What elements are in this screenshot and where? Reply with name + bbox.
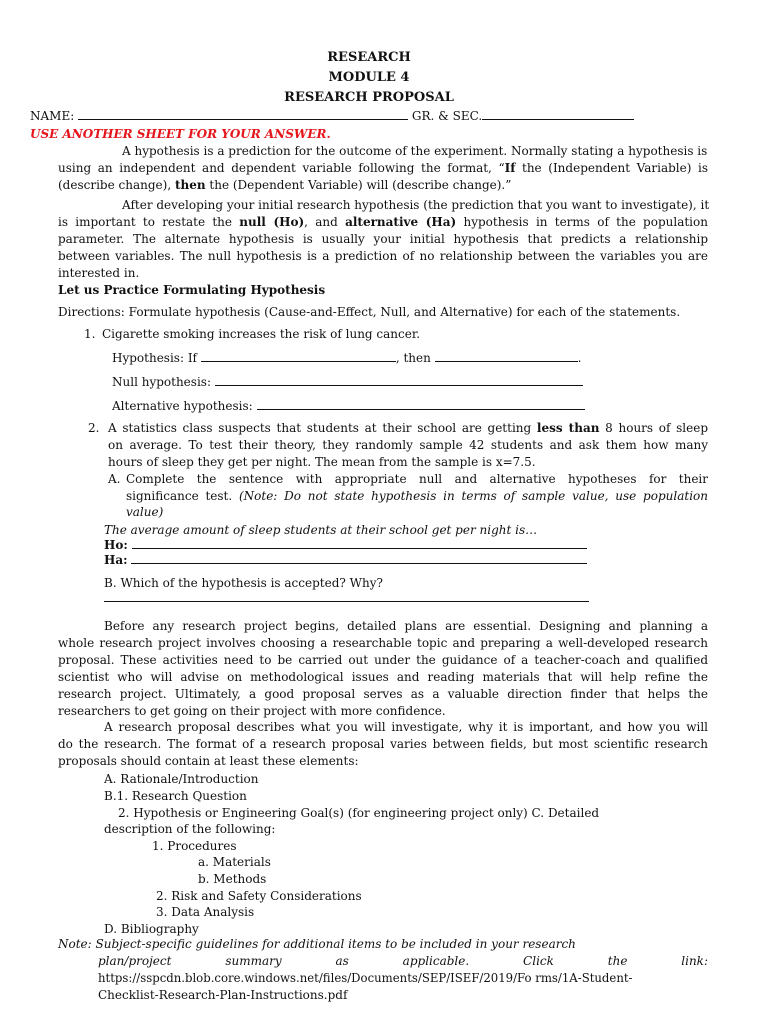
proposal-p1-line5: research project. Ultimately, a good proposal serves as a valuable direction finder that helps the bbox=[58, 687, 708, 701]
sentence-stem: The average amount of sleep students at their school get per night is… bbox=[104, 523, 538, 537]
note-link-line1[interactable]: https://sspcdn.blob.core.windows.net/files/Documents/SEP/ISEF/2019/Fo rms/1A-Student- bbox=[98, 971, 633, 985]
note-link-line2[interactable]: Checklist-Research-Plan-Instructions.pdf bbox=[98, 988, 348, 1002]
intro-p1-line2: using an independent and dependent variable following the format, “If the (Independent Variable) is bbox=[58, 161, 708, 175]
element-c1b: b. Methods bbox=[198, 872, 267, 886]
item1-hypothesis-row: Hypothesis: If , then . bbox=[112, 351, 582, 365]
element-d: D. Bibliography bbox=[104, 922, 199, 936]
intro-p2-line4: between variables. The null hypothesis is a prediction of no relationship between the variables you are bbox=[58, 249, 708, 263]
instruction-text: USE ANOTHER SHEET FOR YOUR ANSWER. bbox=[30, 127, 331, 141]
item2-number: 2. bbox=[88, 421, 100, 435]
proposal-p1-line1: Before any research project begins, detailed plans are essential. Designing and planning a bbox=[104, 619, 708, 633]
item2-line3: hours of sleep they get per night. The mean from the sample is x=7.5. bbox=[108, 455, 536, 469]
ho-blank[interactable] bbox=[132, 537, 587, 549]
ha-row: Ha: bbox=[104, 552, 587, 568]
item1-null-row: Null hypothesis: bbox=[112, 374, 583, 390]
item2-line1: A statistics class suspects that students at their school are getting less than 8 hours of sleep bbox=[108, 421, 709, 435]
element-c1: 1. Procedures bbox=[152, 839, 237, 853]
intro-p2-line2: is important to restate the null (Ho), and alternative (Ha) hypothesis in terms of the population bbox=[58, 215, 708, 229]
item1-number: 1. bbox=[84, 327, 96, 341]
proposal-p1-line3: proposal. These activities need to be carried out under the guidance of a teacher-coach and qualified bbox=[58, 653, 708, 667]
part-a-label: A. bbox=[108, 472, 121, 486]
part-b-answer-blank[interactable] bbox=[104, 590, 589, 602]
null-hypothesis-blank[interactable] bbox=[215, 374, 583, 386]
item1-alt-row: Alternative hypothesis: bbox=[112, 398, 585, 414]
name-row bbox=[30, 108, 634, 124]
element-b2-continued: description of the following: bbox=[104, 822, 276, 836]
proposal-p1-line4: scientist who will advise on methodological issues and reading materials that will help refine the bbox=[58, 670, 708, 684]
hypothesis-if-blank[interactable] bbox=[201, 350, 396, 362]
note-line2: plan/project summary as applicable. Click the link: bbox=[98, 954, 708, 968]
hypothesis-then-blank[interactable] bbox=[435, 350, 578, 362]
proposal-p2-line1: A research proposal describes what you will investigate, why it is important, and how you will bbox=[104, 720, 708, 734]
intro-p1-line3: (describe change), then the (Dependent Variable) will (describe change).” bbox=[58, 178, 512, 192]
directions-text: Directions: Formulate hypothesis (Cause-and-Effect, Null, and Alternative) for each of the statements. bbox=[58, 305, 681, 319]
item1-text: Cigarette smoking increases the risk of lung cancer. bbox=[102, 327, 421, 341]
ha-blank[interactable] bbox=[131, 552, 587, 564]
element-a: A. Rationale/Introduction bbox=[104, 772, 259, 786]
title-research: RESEARCH bbox=[327, 50, 411, 65]
note-line1: Note: Subject-specific guidelines for additional items to be included in your research bbox=[58, 937, 576, 951]
proposal-p2-line2: do the research. The format of a research proposal varies between fields, but most scientific research bbox=[58, 737, 708, 751]
intro-p2-line1: After developing your initial research hypothesis (the prediction that you want to investigate), it bbox=[122, 198, 710, 212]
element-b2: 2. Hypothesis or Engineering Goal(s) (for engineering project only) C. Detailed bbox=[118, 806, 600, 820]
element-b1: B.1. Research Question bbox=[104, 789, 247, 803]
name-label: NAME: bbox=[30, 109, 75, 123]
intro-p2-line3: parameter. The alternate hypothesis is usually your initial hypothesis that predicts a relationship bbox=[58, 232, 708, 246]
name-blank[interactable] bbox=[78, 108, 408, 120]
grade-section-label: GR. & SEC. bbox=[411, 109, 483, 123]
proposal-p1-line6: researchers to get going on their project with more confidence. bbox=[58, 704, 446, 718]
item2-line2: on average. To test their theory, they randomly sample 42 students and ask them how many bbox=[108, 438, 708, 452]
intro-p2-line5: interested in. bbox=[58, 266, 140, 280]
practice-heading: Let us Practice Formulating Hypothesis bbox=[58, 283, 326, 297]
alternative-hypothesis-blank[interactable] bbox=[257, 398, 585, 410]
title-proposal: RESEARCH PROPOSAL bbox=[284, 90, 454, 105]
part-a-line2: significance test. (Note: Do not state hypothesis in terms of sample value, use population bbox=[126, 489, 708, 503]
intro-p1-line1: A hypothesis is a prediction for the outcome of the experiment. Normally stating a hypothesis is bbox=[122, 144, 708, 158]
grade-section-blank[interactable] bbox=[482, 108, 634, 120]
element-c2: 2. Risk and Safety Considerations bbox=[156, 889, 362, 903]
part-a-line3: value) bbox=[126, 505, 164, 519]
element-c1a: a. Materials bbox=[198, 855, 271, 869]
proposal-p1-line2: whole research project involves choosing a researchable topic and preparing a well-developed research bbox=[58, 636, 708, 650]
part-b-answer-row bbox=[104, 590, 589, 606]
ho-row: Ho: bbox=[104, 537, 587, 553]
part-a-line1: Complete the sentence with appropriate null and alternative hypotheses for their bbox=[126, 472, 708, 486]
part-b-question: B. Which of the hypothesis is accepted? Why? bbox=[104, 576, 383, 590]
title-module: MODULE 4 bbox=[328, 70, 410, 85]
element-c3: 3. Data Analysis bbox=[156, 905, 255, 919]
proposal-p2-line3: proposals should contain at least these elements: bbox=[58, 754, 359, 768]
